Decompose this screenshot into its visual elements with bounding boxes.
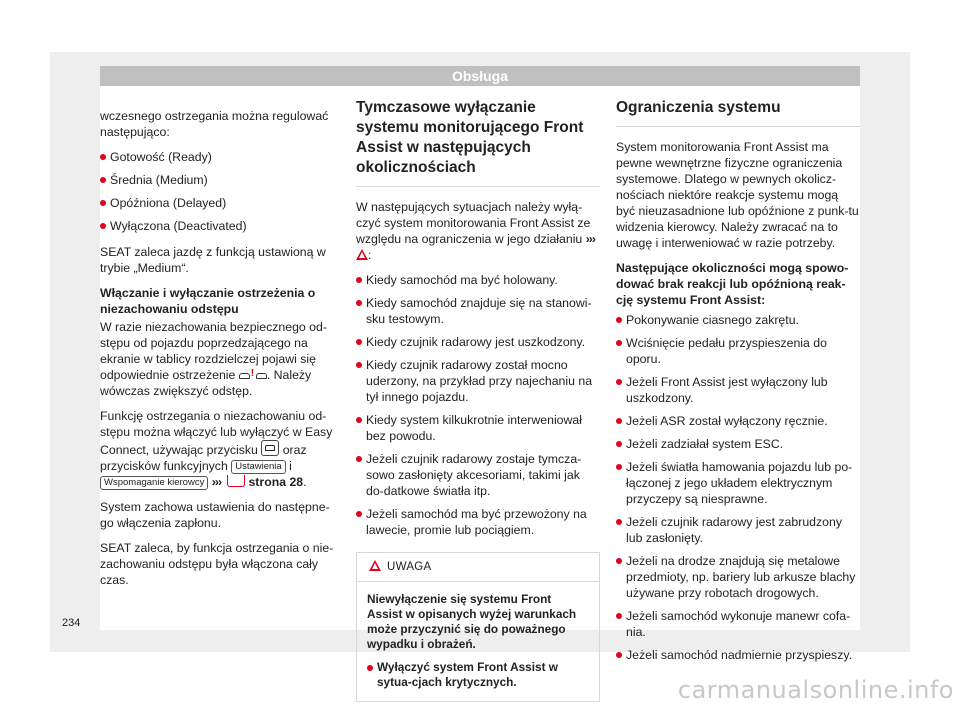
list-item: Jeżeli Front Assist jest wyłączony lub uszkodzony. bbox=[616, 374, 860, 406]
paragraph-text: . Należy wówczas zwiększyć odstęp. bbox=[100, 368, 312, 398]
paragraph bbox=[100, 408, 340, 490]
reference-arrows: ››› bbox=[211, 475, 222, 489]
paragraph-text: oraz przycisków funkcyjnych bbox=[100, 443, 307, 473]
section-header: Obsługa bbox=[100, 66, 860, 86]
limitations-list bbox=[616, 312, 860, 663]
warning-triangle-icon bbox=[369, 560, 381, 571]
column-middle bbox=[356, 86, 600, 702]
settings-function-button: Ustawienia bbox=[231, 460, 285, 474]
watermark: carmanualsonline.info bbox=[677, 676, 954, 704]
intro-text: System monitorowania Front Assist ma pewne wewnętrzne fizyczne ograniczenia systemowe. Dlatego w pewnych okolicz-nościach niektóre reakcje systemu mogą być nieuzasadnione lub opóźnione z punk-tu widzenia kierowcy. Należy zwracać na to uwagę i interweniować w razie potrzeby. bbox=[616, 140, 859, 250]
recommendation-text: SEAT zaleca jazdę z funkcją ustawioną w trybie „Medium“. bbox=[100, 245, 326, 275]
list-item: Wyłączona (Deactivated) bbox=[100, 218, 340, 234]
intro-text-body: W następujących sytuacjach należy wyłą-czyć system monitorowania Front Assist ze względu na ograniczenia w jego działaniu bbox=[356, 200, 591, 246]
paragraph-text: i bbox=[289, 459, 292, 473]
page-content bbox=[100, 86, 860, 689]
subheading: Włączanie i wyłączanie ostrzeżenia o niezachowaniu odstępu bbox=[100, 286, 316, 316]
list-item: Jeżeli czujnik radarowy jest zabrudzony lub zasłonięty. bbox=[616, 514, 860, 546]
book-reference-icon bbox=[227, 475, 245, 487]
column-left bbox=[100, 86, 340, 597]
column-right bbox=[616, 86, 860, 670]
warning-bullet: Wyłączyć system Front Assist w sytua-cjach krytycznych. bbox=[367, 660, 589, 690]
list-item: Kiedy system kilkukrotnie interweniował bez powodu. bbox=[356, 412, 600, 444]
paragraph: SEAT zaleca, by funkcja ostrzegania o nie-zachowaniu odstępu była włączona cały czas. bbox=[100, 541, 334, 587]
list-item: Jeżeli ASR został wyłączony ręcznie. bbox=[616, 413, 860, 429]
warning-box bbox=[356, 552, 600, 702]
list-item: Jeżeli światła hamowania pojazdu lub po-łączonej z jego układem elektrycznym przyczepy są niesprawne. bbox=[616, 459, 860, 507]
car-button-icon bbox=[261, 440, 279, 456]
list-item: Jeżeli samochód wykonuje manewr cofa-nia. bbox=[616, 608, 860, 640]
paragraph-text: W razie niezachowania bezpiecznego od-stępu od pojazdu poprzedzającego na ekranie w tablicy rozdzielczej pojawi się odpowiednie ostrzeżenie bbox=[100, 320, 327, 382]
distance-warning-icon: ! bbox=[239, 370, 267, 380]
paragraph-text: . bbox=[303, 475, 307, 489]
subheading: Następujące okoliczności mogą spowo-dować brak reakcji lub opóźnioną reak-cję systemu Front Assist: bbox=[616, 261, 849, 307]
warning-label: UWAGA bbox=[387, 561, 432, 573]
intro-text bbox=[356, 199, 600, 263]
warning-body bbox=[357, 582, 599, 701]
paragraph bbox=[100, 319, 340, 399]
paragraph-text: Funkcję ostrzegania o niezachowaniu od-stępu można włączyć lub wyłączyć w Easy Connect, używając przycisku bbox=[100, 409, 333, 457]
paragraph: System zachowa ustawienia do następne-go włączenia zapłonu. bbox=[100, 500, 330, 530]
driver-assist-function-button: Wspomaganie kierowcy bbox=[100, 476, 208, 490]
sensitivity-list bbox=[100, 149, 340, 234]
intro-text-end: : bbox=[368, 248, 372, 262]
warning-triangle-icon bbox=[356, 249, 368, 260]
section-title: Ograniczenia systemu bbox=[616, 98, 860, 127]
list-item: Średnia (Medium) bbox=[100, 172, 340, 188]
list-item: Wciśnięcie pedału przyspieszenia do oporu. bbox=[616, 335, 860, 367]
list-item: Jeżeli zadziałał system ESC. bbox=[616, 436, 860, 452]
page-reference-link[interactable]: strona 28 bbox=[248, 475, 304, 489]
warning-header bbox=[357, 553, 599, 582]
warning-text: Niewyłączenie się systemu Front Assist w opisanych wyżej warunkach może przyczynić się do poważnego wypadku i obrażeń. bbox=[367, 592, 577, 651]
list-item: Pokonywanie ciasnego zakrętu. bbox=[616, 312, 860, 328]
intro-text: wczesnego ostrzegania można regulować następująco: bbox=[100, 109, 329, 139]
reference-arrows: ››› bbox=[585, 232, 595, 246]
list-item: Opóźniona (Delayed) bbox=[100, 195, 340, 211]
list-item: Gotowość (Ready) bbox=[100, 149, 340, 165]
list-item: Kiedy czujnik radarowy jest uszkodzony. bbox=[356, 334, 600, 350]
list-item: Jeżeli samochód ma być przewożony na lawecie, promie lub pociągiem. bbox=[356, 506, 600, 538]
list-item: Kiedy czujnik radarowy został mocno uderzony, na przykład przy najechaniu na tył innego pojazdu. bbox=[356, 357, 600, 405]
list-item: Jeżeli samochód nadmiernie przyspieszy. bbox=[616, 647, 860, 663]
list-item: Jeżeli czujnik radarowy zostaje tymcza-sowo zasłonięty akcesoriami, takimi jak do-datkowe światła itp. bbox=[356, 451, 600, 499]
conditions-list bbox=[356, 272, 600, 538]
list-item: Kiedy samochód ma być holowany. bbox=[356, 272, 600, 288]
list-item: Jeżeli na drodze znajdują się metalowe przedmioty, np. bariery lub arkusze blachy używane przy robotach drogowych. bbox=[616, 553, 860, 601]
list-item: Kiedy samochód znajduje się na stanowi-sku testowym. bbox=[356, 295, 600, 327]
page-number: 234 bbox=[62, 617, 81, 629]
section-title: Tymczasowe wyłączanie systemu monitorującego Front Assist w następujących okolicznościach bbox=[356, 98, 600, 187]
